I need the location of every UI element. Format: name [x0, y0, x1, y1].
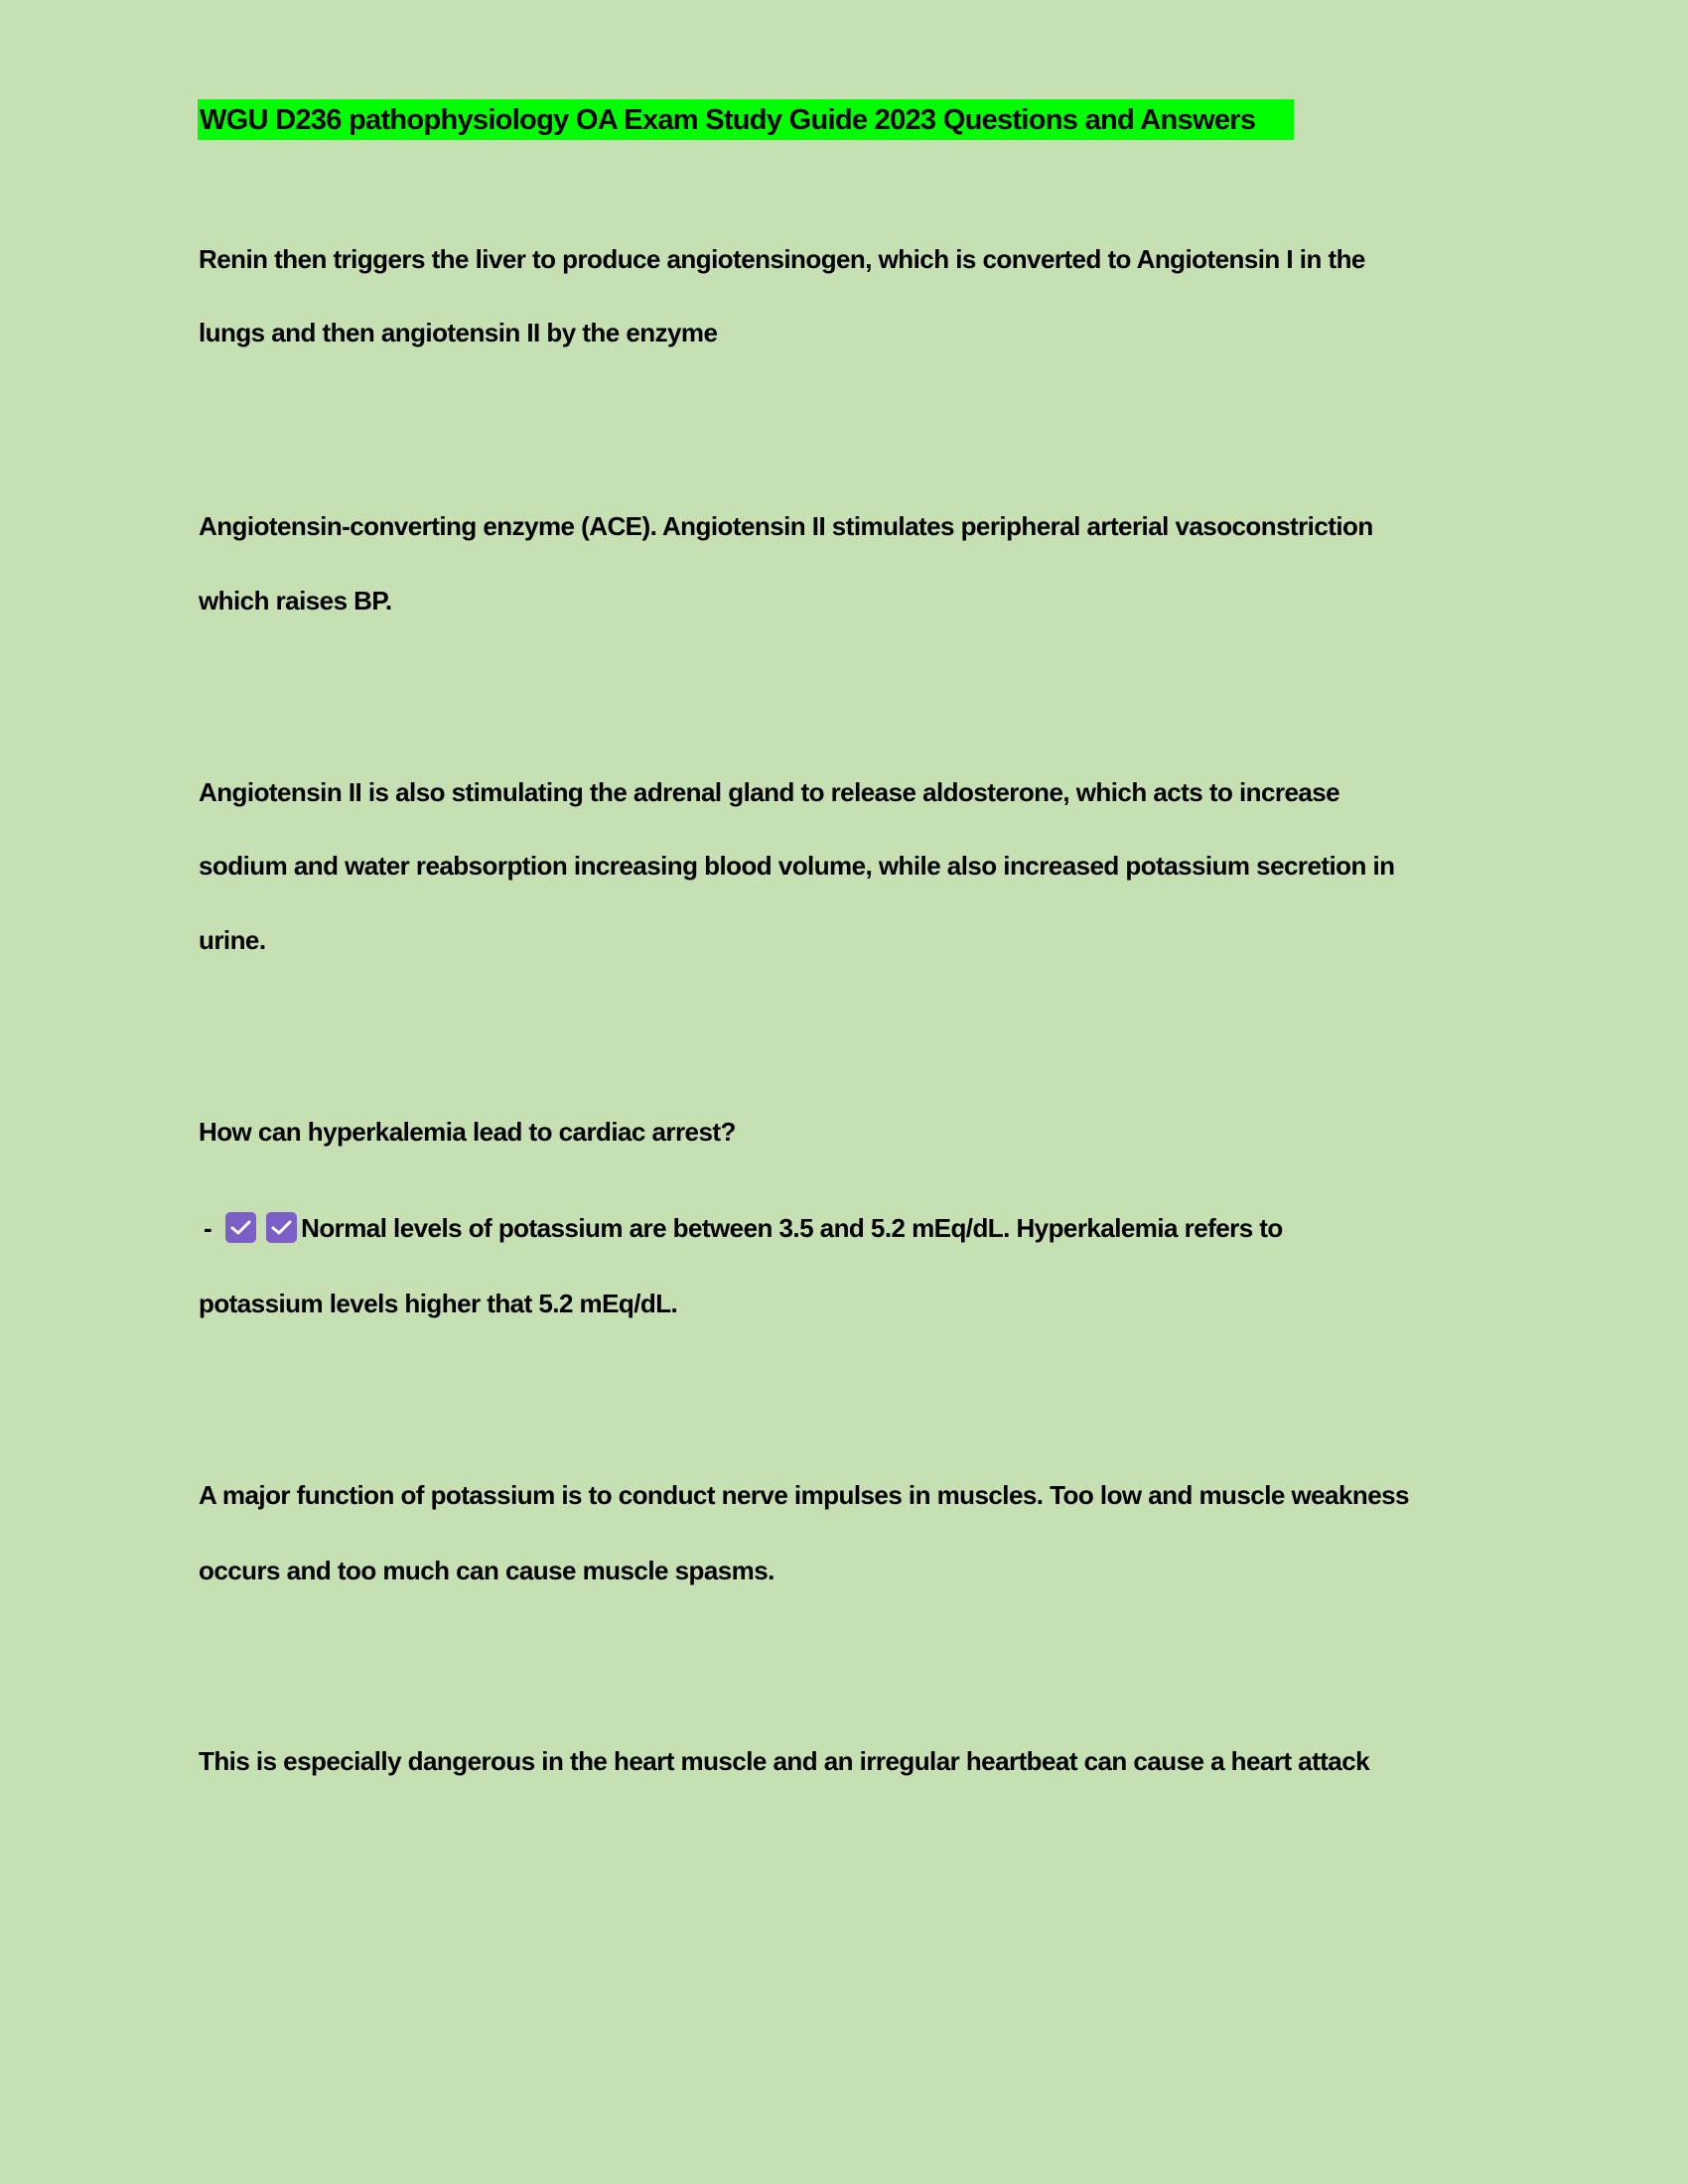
- paragraph-5-line-1: This is especially dangerous in the heart muscle and an irregular heartbeat can cause a heart attack: [199, 1746, 1370, 1776]
- answer-dash: -: [204, 1213, 212, 1243]
- check-box-icon: [225, 1212, 256, 1243]
- answer-text: Normal levels of potassium are between 3.5 and 5.2 mEq/dL. Hyperkalemia refers to: [301, 1213, 1283, 1243]
- paragraph-2-line-1: Angiotensin-converting enzyme (ACE). Angiotensin II stimulates peripheral arterial vasoconstriction: [199, 511, 1373, 541]
- paragraph-4-line-1: A major function of potassium is to conduct nerve impulses in muscles. Too low and muscle weakness: [199, 1480, 1409, 1510]
- paragraph-3-line-2: sodium and water reabsorption increasing blood volume, while also increased potassium secretion in: [199, 851, 1395, 881]
- paragraph-4-line-2: occurs and too much can cause muscle spasms.: [199, 1556, 774, 1585]
- document-title-highlight: [198, 99, 1294, 140]
- answer-line-1: [204, 1211, 1283, 1245]
- check-box-icon: [266, 1212, 297, 1243]
- question: How can hyperkalemia lead to cardiac arrest?: [199, 1117, 736, 1147]
- paragraph-1-line-2: lungs and then angiotensin II by the enzyme: [199, 318, 718, 347]
- paragraph-2-line-2: which raises BP.: [199, 586, 392, 615]
- answer-line-2: potassium levels higher that 5.2 mEq/dL.: [199, 1289, 678, 1318]
- paragraph-1-line-1: Renin then triggers the liver to produce angiotensinogen, which is converted to Angiotensin I in the: [199, 244, 1365, 274]
- document-title: WGU D236 pathophysiology OA Exam Study Guide 2023 Questions and Answers: [200, 104, 1256, 136]
- paragraph-3-line-1: Angiotensin II is also stimulating the adrenal gland to release aldosterone, which acts to increase: [199, 777, 1340, 807]
- paragraph-3-line-3: urine.: [199, 925, 266, 955]
